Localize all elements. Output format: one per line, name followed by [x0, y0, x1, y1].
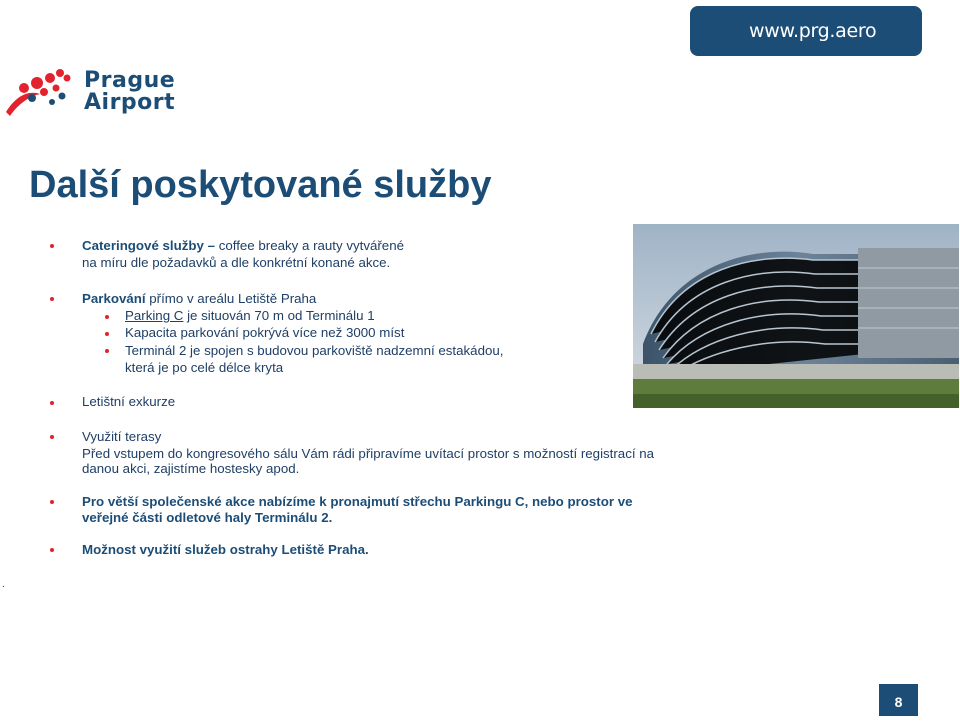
- security-item: Možnost využití služeb ostrahy Letiště Praha.: [82, 542, 369, 557]
- parking-label: Parkování: [82, 291, 146, 306]
- events-text-1: Pro větší společenské akce nabízíme k pronajmutí střechu Parkingu C, nebo prostor ve: [82, 494, 633, 509]
- bullet-dot-icon: [105, 332, 109, 336]
- events-text-2: veřejné části odletové haly Terminálu 2.: [82, 510, 333, 525]
- parking-item: [82, 291, 316, 306]
- parking-sub-2: Kapacita parkování pokrývá více než 3000 míst: [125, 325, 405, 340]
- catering-label: Cateringové služby –: [82, 238, 216, 253]
- parking-sub-1-text: je situován 70 m od Terminálu 1: [187, 308, 375, 323]
- bullet-dot-icon: [50, 548, 54, 552]
- bullet-dot-icon: [50, 500, 54, 504]
- parking-text: přímo v areálu Letiště Praha: [149, 291, 317, 306]
- bullet-dot-icon: [50, 435, 54, 439]
- parking-c-link[interactable]: Parking C: [125, 308, 184, 323]
- footer-mark: .: [2, 579, 5, 590]
- bullet-dot-icon: [105, 349, 109, 353]
- bullet-dot-icon: [50, 401, 54, 405]
- terrace-label: Využití terasy: [82, 429, 162, 444]
- bullet-dot-icon: [50, 297, 54, 301]
- parking-sub-3: Terminál 2 je spojen s budovou parkoviště nadzemní estakádou,: [125, 343, 504, 358]
- terrace-text-1: Před vstupem do kongresového sálu Vám rádi připravíme uvítací prostor s možností registrací na: [82, 446, 655, 461]
- catering-text-2: na míru dle požadavků a dle konkrétní konané akce.: [82, 255, 391, 270]
- logo-line-airport: Airport: [84, 90, 176, 115]
- excursion-item: Letištní exkurze: [82, 394, 176, 409]
- bullet-dot-icon: [50, 244, 54, 248]
- page-title: Další poskytované služby: [29, 164, 492, 206]
- parking-sub-1: [125, 308, 375, 323]
- url-text[interactable]: www.prg.aero: [749, 20, 877, 42]
- page-number: 8: [879, 684, 918, 716]
- parking-building-photo: [633, 224, 959, 408]
- catering-item: [82, 238, 404, 253]
- terrace-text-2: danou akci, zajistíme hostesky apod.: [82, 461, 300, 476]
- bullet-dot-icon: [105, 315, 109, 319]
- parking-sub-3-cont: která je po celé délce kryta: [125, 360, 284, 375]
- catering-text: coffee breaky a rauty vytvářené: [218, 238, 404, 253]
- logo-line-prague: Prague: [84, 68, 176, 93]
